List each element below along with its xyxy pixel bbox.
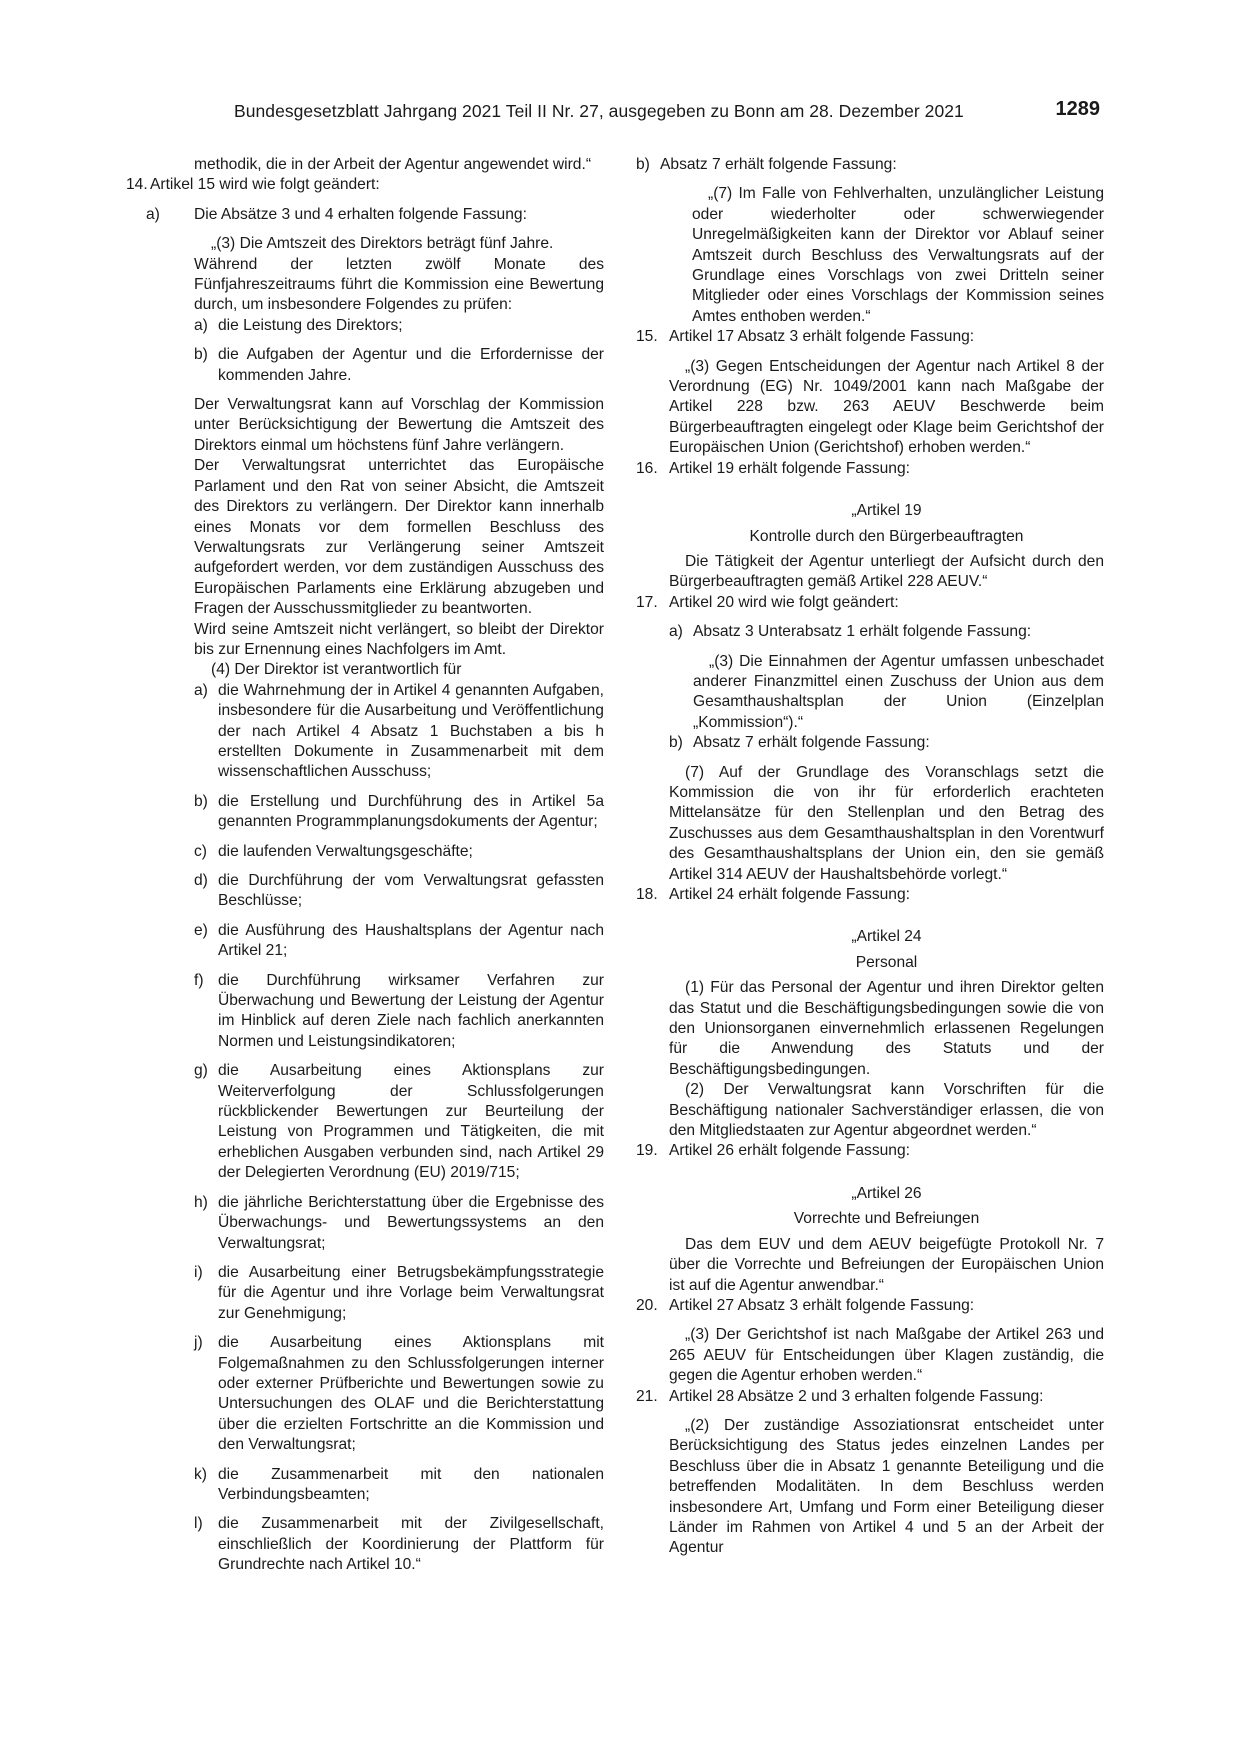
- item-14: [126, 175, 604, 195]
- item-21-text: Artikel 28 Absätze 2 und 3 erhalten folgende Fassung:: [669, 1387, 1044, 1405]
- item-20-text: Artikel 27 Absatz 3 erhält folgende Fassung:: [669, 1296, 975, 1314]
- item-15-text: Artikel 17 Absatz 3 erhält folgende Fassung:: [669, 328, 975, 346]
- article-26-subtitle: Vorrechte und Befreiungen: [793, 1210, 980, 1228]
- para-17a: „(3) Die Einnahmen der Agentur umfassen unbeschadet anderer Finanzmittel einen Zuschuss der Union aus dem Gesamthaushaltsplan der Union (Einzelplan „Kommission“).“: [693, 652, 1104, 731]
- article-26-title: „Artikel 26: [851, 1184, 922, 1202]
- para-7-dismissal: „(7) Im Falle von Fehlverhalten, unzulänglicher Leistung oder wiederholter oder schwerwiegender Unregelmäßigkeiten kann der Direktor vor Ablauf seiner Amtszeit durch Beschluss des Verwaltungsrats auf der Grundlage eines Vorschlags von zwei Dritteln seiner Mitglieder oder eines Vorschlags der Kommission seines Amtes enthoben werden.“: [692, 185, 1104, 325]
- item-17b-label: b): [669, 734, 683, 752]
- list-item-text: die Durchführung wirksamer Verfahren zur Überwachung und Bewertung der Leistung der Agentur im Hinblick auf deren Ziele nach fachlich anerkannten Normen und Leistungsindikatoren;: [218, 971, 604, 1050]
- item-19-text: Artikel 26 erhält folgende Fassung:: [669, 1142, 910, 1160]
- item-14b-label: b): [636, 156, 650, 173]
- para-evaluation: Während der letzten zwölf Monate des Fünfjahreszeitraums führt die Kommission eine Bewertung durch, um insbesondere Folgendes zu prüfen:: [194, 255, 604, 314]
- para-17b: (7) Auf der Grundlage des Voranschlags setzt die Kommission die von ihr für erforderlich erachteten Mittelansätze für den Stellenplan und den Betrag des Zuschusses aus dem Gesamthaushaltsplan in den Vorentwurf des Gesamthaushaltsplans der Union ein, den sie gemäß Artikel 314 AEUV der Haushaltsbehörde vorlegt.“: [669, 763, 1104, 883]
- list-item: [194, 1333, 604, 1455]
- page-header: [234, 98, 1100, 124]
- list-item-text: die laufenden Verwaltungsgeschäfte;: [218, 842, 473, 860]
- item-20-number: 20.: [636, 1296, 658, 1314]
- article-19-subtitle: Kontrolle durch den Bürgerbeauftragten: [749, 527, 1024, 545]
- eval-item-b: [194, 345, 604, 386]
- item-19-number: 19.: [636, 1142, 658, 1160]
- item-16-number: 16.: [636, 459, 658, 477]
- para-extension: Der Verwaltungsrat kann auf Vorschlag der Kommission unter Berücksichtigung der Bewertung die Amtszeit des Direktors einmal um höchstens fünf Jahre verlängern.: [194, 396, 604, 454]
- item-17a-label: a): [669, 623, 683, 641]
- item-14-text: Artikel 15 wird wie folgt geändert:: [150, 176, 380, 194]
- right-column: [636, 155, 1104, 1559]
- list-item: [194, 871, 604, 912]
- article-24-para-1: (1) Für das Personal der Agentur und ihren Direktor gelten das Statut und die Beschäftigungsbedingungen sowie die von den Unionsorganen einvernehmlich erlassenen Regelungen für die Anwendung des Statuts und der Beschäftigungsbedingungen.: [669, 979, 1104, 1078]
- list-item: [194, 842, 604, 862]
- item-17b-text: Absatz 7 erhält folgende Fassung:: [693, 734, 930, 752]
- list-item-label: l): [194, 1515, 203, 1533]
- para-20: „(3) Der Gerichtshof ist nach Maßgabe der Artikel 263 und 265 AEUV für Entscheidungen über Klagen zuständig, die gegen die Agentur erhoben werden.“: [669, 1326, 1104, 1385]
- list-item-text: die Durchführung der vom Verwaltungsrat gefassten Beschlüsse;: [218, 872, 604, 910]
- item-21: [636, 1387, 1104, 1407]
- list-item: [194, 792, 604, 833]
- list-item-label: c): [194, 842, 207, 860]
- item-19: [636, 1141, 1104, 1161]
- list-item-text: die Zusammenarbeit mit den nationalen Verbindungsbeamten;: [218, 1465, 604, 1503]
- eval-item-b-text: die Aufgaben der Agentur und die Erfordernisse der kommenden Jahre.: [218, 346, 604, 384]
- article-26-text: Das dem EUV und dem AEUV beigefügte Protokoll Nr. 7 über die Vorrechte und Befreiungen der Europäischen Union ist auf die Agentur anwendbar.“: [669, 1235, 1104, 1294]
- item-14a: [146, 205, 604, 225]
- item-16: [636, 459, 1104, 479]
- list-item-label: i): [194, 1263, 203, 1281]
- responsibility-list: [126, 681, 604, 1576]
- list-item-label: e): [194, 921, 208, 939]
- eval-item-a: [194, 316, 604, 336]
- item-17a-text: Absatz 3 Unterabsatz 1 erhält folgende Fassung:: [693, 623, 1032, 641]
- header-title: Bundesgesetzblatt Jahrgang 2021 Teil II Nr. 27, ausgegeben zu Bonn am 28. Dezember 2021: [234, 101, 964, 121]
- item-14a-text: Die Absätze 3 und 4 erhalten folgende Fassung:: [194, 205, 527, 223]
- list-item-label: d): [194, 872, 208, 889]
- eval-item-a-label: a): [194, 316, 208, 334]
- item-18: [636, 885, 1104, 905]
- list-item-text: die Erstellung und Durchführung des in Artikel 5a genannten Programmplanungsdokuments der Agentur;: [218, 792, 604, 831]
- item-15: [636, 327, 1104, 347]
- list-item-text: die Zusammenarbeit mit der Zivilgesellschaft, einschließlich der Koordinierung der Plattform für Grundrechte nach Artikel 10.“: [218, 1515, 604, 1574]
- list-item-label: f): [194, 971, 204, 989]
- article-19-text: Die Tätigkeit der Agentur unterliegt der Aufsicht durch den Bürgerbeauftragten gemäß Artikel 228 AEUV.“: [669, 552, 1104, 591]
- list-item: [194, 1263, 604, 1324]
- list-item-text: die jährliche Berichterstattung über die Ergebnisse des Überwachungs- und Bewertungssystems an den Verwaltungsrat;: [218, 1193, 604, 1252]
- item-18-number: 18.: [636, 886, 658, 903]
- list-item-label: a): [194, 681, 208, 699]
- left-column: [126, 155, 604, 1585]
- item-18-text: Artikel 24 erhält folgende Fassung:: [669, 886, 910, 903]
- list-item: [194, 1061, 604, 1183]
- item-16-text: Artikel 19 erhält folgende Fassung:: [669, 459, 910, 477]
- item-17a: [669, 622, 1104, 642]
- article-24-para-2: (2) Der Verwaltungsrat kann Vorschriften für die Beschäftigung nationaler Sachverständiger erlassen, die von den Mitgliedstaaten zur Agentur abgeordnet werden.“: [669, 1081, 1104, 1140]
- item-20: [636, 1296, 1104, 1316]
- eval-item-b-label: b): [194, 346, 208, 364]
- list-item: [194, 921, 604, 962]
- list-item: [194, 1193, 604, 1254]
- item-17b: [669, 733, 1104, 753]
- list-item-text: die Ausarbeitung eines Aktionsplans mit Folgemaßnahmen zu den Schlussfolgerungen interner oder externer Prüfberichte und Bewertungen sowie zu Untersuchungen des OLAF und die Berichterstattung über die erzielten Fortschritte an die Kommission und den Verwaltungsrat;: [218, 1334, 604, 1454]
- list-item: [194, 1465, 604, 1506]
- list-item-label: h): [194, 1193, 208, 1211]
- list-item: [194, 971, 604, 1053]
- item-14-number: 14.: [126, 176, 148, 194]
- article-24-subtitle: Personal: [855, 953, 918, 971]
- article-19-title: „Artikel 19: [851, 502, 922, 520]
- item-15-number: 15.: [636, 328, 658, 346]
- list-item-text: die Ausführung des Haushaltsplans der Agentur nach Artikel 21;: [218, 921, 604, 960]
- list-item-label: k): [194, 1465, 207, 1483]
- para-3: „(3) Die Amtszeit des Direktors beträgt fünf Jahre.: [211, 235, 554, 253]
- list-item-label: j): [194, 1334, 203, 1352]
- article-24-title: „Artikel 24: [851, 928, 922, 946]
- item-17: [636, 593, 1104, 613]
- item-17-text: Artikel 20 wird wie folgt geändert:: [669, 593, 899, 611]
- item-14b: [636, 155, 1104, 175]
- item-21-number: 21.: [636, 1387, 658, 1405]
- list-item-text: die Ausarbeitung eines Aktionsplans zur Weiterverfolgung der Schlussfolgerungen rückblickender Bewertungen zur Beurteilung der Leistung von Programmen und Tätigkeiten, die mit erheblichen Ausgaben verbunden sind, nach Artikel 29 der Delegierten Verordnung (EU) 2019/715;: [218, 1062, 604, 1182]
- para-21: „(2) Der zuständige Assoziationsrat entscheidet unter Berücksichtigung des Status jedes einzelnen Landes per Beschluss über die in Absatz 1 genannte Beteiligung und die betreffenden Modalitäten. In dem Beschluss werden insbesondere Art, Umfang und Form einer Beteiligung dieser Länder im Rahmen von Artikel 4 und 5 an der Arbeit der Agentur: [669, 1416, 1104, 1557]
- list-item-text: die Wahrnehmung der in Artikel 4 genannten Aufgaben, insbesondere für die Ausarbeitung und Veröffentlichung der nach Artikel 4 Absatz 1 Buchstaben a bis h erstellten Dokumente in Zusammenarbeit mit dem wissenschaftlichen Ausschuss;: [218, 681, 604, 781]
- eval-item-a-text: die Leistung des Direktors;: [218, 316, 403, 334]
- item-17-number: 17.: [636, 593, 658, 611]
- list-item: [194, 681, 604, 783]
- para-successor: Wird seine Amtszeit nicht verlängert, so bleibt der Direktor bis zur Ernennung eines Nachfolgers im Amt.: [194, 620, 604, 658]
- list-item-text: die Ausarbeitung einer Betrugsbekämpfungsstrategie für die Agentur und ihre Vorlage beim Verwaltungsrat zur Genehmigung;: [218, 1263, 604, 1322]
- item-14a-label: a): [146, 205, 160, 223]
- intro-text: methodik, die in der Arbeit der Agentur angewendet wird.“: [194, 156, 592, 173]
- para-parliament: Der Verwaltungsrat unterrichtet das Europäische Parlament und den Rat von seiner Absicht, die Amtszeit des Direktors zu verlängern. Der Direktor kann innerhalb eines Monats vor dem formellen Beschluss des Verwaltungsrats zur Verlängerung seiner Amtszeit aufgefordert werden, vor dem zuständigen Ausschuss des Europäischen Parlaments eine Erklärung abzugeben und Fragen der Ausschussmitglieder zu beantworten.: [194, 457, 604, 618]
- page-number: 1289: [1055, 98, 1100, 120]
- list-item-label: b): [194, 792, 208, 810]
- list-item-label: g): [194, 1062, 208, 1080]
- list-item: [194, 1514, 604, 1575]
- item-14b-text: Absatz 7 erhält folgende Fassung:: [660, 156, 897, 173]
- para-4: (4) Der Direktor ist verantwortlich für: [211, 661, 462, 679]
- para-15: „(3) Gegen Entscheidungen der Agentur nach Artikel 8 der Verordnung (EG) Nr. 1049/2001 kann nach Maßgabe der Artikel 228 bzw. 263 AEUV Beschwerde beim Bürgerbeauftragten eingelegt oder Klage beim Gerichtshof der Europäischen Union (Gerichtshof) erhoben werden.“: [669, 357, 1104, 457]
